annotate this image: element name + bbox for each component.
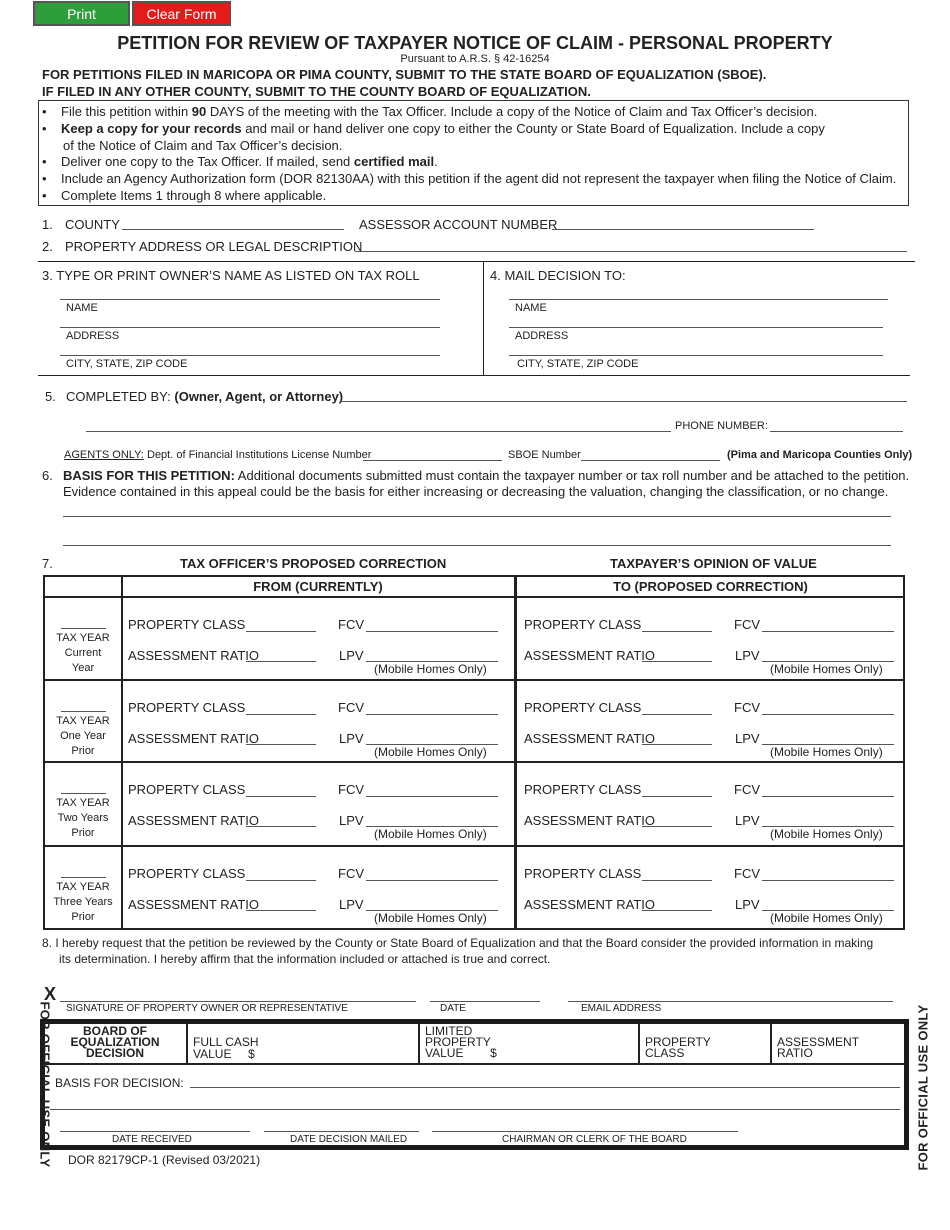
tax-year-field[interactable] [61,793,106,794]
print-button[interactable]: Print [33,1,130,26]
divider [43,596,905,598]
to-property-class-field[interactable] [642,631,712,632]
phone-label: PHONE NUMBER: [675,420,768,432]
instruction-1: • File this petition within 90 DAYS of the meeting with the Tax Officer. Include a copy of the Notice of Claim and Tax Officer’s decision. [42,104,818,119]
instruction-3: • Deliver one copy to the Tax Officer. If mailed, send certified mail. [42,154,438,169]
mail-decision-heading: 4. MAIL DECISION TO: [490,268,626,283]
from-fcv-field[interactable] [366,714,498,715]
form-title: PETITION FOR REVIEW OF TAXPAYER NOTICE OF CLAIM - PERSONAL PROPERTY [117,33,833,53]
from-fcv-label: FCV [338,866,364,881]
mail-name-field[interactable] [509,299,888,300]
from-assessment-ratio-label: ASSESSMENT RATIO [128,897,259,912]
property-address-label: PROPERTY ADDRESS OR LEGAL DESCRIPTION [65,239,363,254]
date-field[interactable] [430,1001,540,1002]
mail-name-caption: NAME [515,302,547,314]
owner-address-field[interactable] [60,327,440,328]
to-lpv-label: LPV [735,897,760,912]
from-property-class-field[interactable] [246,796,316,797]
from-property-class-field[interactable] [246,880,316,881]
license-field[interactable] [363,460,502,461]
basis-for-decision-field[interactable] [190,1087,900,1088]
instruction-4: • Include an Agency Authorization form (DOR 82130AA) with this petition if the agent did not represent the taxpayer when filing the Notice of Claim. [42,171,897,186]
sboe-field[interactable] [581,460,720,461]
form-subtitle: Pursuant to A.R.S. § 42-16254 [400,53,550,65]
divider [418,1024,420,1064]
to-fcv-field[interactable] [762,714,894,715]
account-number-field[interactable] [552,229,814,230]
tax-year-field[interactable] [61,628,106,629]
divider [43,761,905,763]
to-fcv-label: FCV [734,782,760,797]
full-cash-value-label: FULL CASH VALUE $ [193,1035,259,1061]
from-property-class-field[interactable] [246,631,316,632]
completed-by-field[interactable] [340,401,907,402]
to-assessment-ratio-field[interactable] [642,661,712,662]
to-property-class-label: PROPERTY CLASS [524,617,642,632]
to-property-class-field[interactable] [642,796,712,797]
completed-by-field-2[interactable] [86,431,671,432]
divider [121,575,123,930]
board-decision-label: BOARD OF EQUALIZATION DECISION [70,1024,160,1060]
to-assessment-ratio-field[interactable] [642,826,712,827]
basis-field-2[interactable] [63,545,891,546]
from-fcv-label: FCV [338,782,364,797]
basis-field-1[interactable] [63,516,891,517]
to-header: TO (PROPOSED CORRECTION) [613,579,808,594]
to-lpv-label: LPV [735,648,760,663]
owner-address-caption: ADDRESS [66,330,120,342]
instruction-2: • Keep a copy for your records and mail or hand deliver one copy to either the County or State Board of Equalization. Include a copy [42,121,825,136]
from-fcv-field[interactable] [366,796,498,797]
from-mobile-homes-note: (Mobile Homes Only) [374,662,487,676]
to-fcv-label: FCV [734,700,760,715]
sboe-label: SBOE Number [508,449,581,461]
from-assessment-ratio-label: ASSESSMENT RATIO [128,648,259,663]
tax-year-label: TAX YEAR Three Years Prior [53,881,113,923]
to-assessment-ratio-label: ASSESSMENT RATIO [524,897,655,912]
affirmation-text-2: its determination. I hereby affirm that the information included or attached is true and correct. [59,952,551,966]
from-mobile-homes-note: (Mobile Homes Only) [374,827,487,841]
to-fcv-field[interactable] [762,631,894,632]
item5-number: 5. [45,389,56,404]
to-lpv-label: LPV [735,731,760,746]
divider [186,1024,188,1064]
pima-note: (Pima and Maricopa Counties Only) [727,449,913,461]
from-fcv-field[interactable] [366,631,498,632]
from-fcv-label: FCV [338,700,364,715]
date-received-caption: DATE RECEIVED [112,1134,192,1145]
county-field[interactable] [122,229,344,230]
to-property-class-label: PROPERTY CLASS [524,866,642,881]
property-address-field[interactable] [355,251,907,252]
tax-year-field[interactable] [61,711,106,712]
date-mailed-caption: DATE DECISION MAILED [290,1134,408,1145]
assessment-ratio-label: ASSESSMENT RATIO [777,1035,860,1060]
instruction-5: • Complete Items 1 through 8 where applicable. [42,188,327,203]
signature-field[interactable] [60,1001,416,1002]
divider [638,1024,640,1064]
divider [43,679,905,681]
divider [43,845,905,847]
to-assessment-ratio-label: ASSESSMENT RATIO [524,731,655,746]
divider [38,375,910,376]
to-fcv-label: FCV [734,617,760,632]
item2-number: 2. [42,239,53,254]
owner-city-field[interactable] [60,355,440,356]
date-mailed-field[interactable] [264,1131,419,1132]
taxpayer-opinion-title: TAXPAYER’S OPINION OF VALUE [610,556,817,571]
from-property-class-label: PROPERTY CLASS [128,866,246,881]
divider [38,261,915,262]
from-property-class-label: PROPERTY CLASS [128,700,246,715]
property-class-label: PROPERTY CLASS [645,1035,711,1060]
signature-x: X [44,984,57,1004]
owner-name-heading: 3. TYPE OR PRINT OWNER’S NAME AS LISTED ON TAX ROLL [42,268,420,283]
from-fcv-label: FCV [338,617,364,632]
submission-line-2: IF FILED IN ANY OTHER COUNTY, SUBMIT TO THE COUNTY BOARD OF EQUALIZATION. [42,84,591,99]
from-mobile-homes-note: (Mobile Homes Only) [374,911,487,925]
from-lpv-label: LPV [339,731,364,746]
license-label: Dept. of Financial Institutions License Number [147,449,372,461]
to-mobile-homes-note: (Mobile Homes Only) [770,911,883,925]
account-number-label: ASSESSOR ACCOUNT NUMBER [359,217,558,232]
to-assessment-ratio-field[interactable] [642,744,712,745]
tax-year-field[interactable] [61,877,106,878]
from-assessment-ratio-field[interactable] [246,744,316,745]
chairman-caption: CHAIRMAN OR CLERK OF THE BOARD [502,1134,687,1145]
tax-year-label: TAX YEAR Two Years Prior [56,797,110,839]
item1-number: 1. [42,217,53,232]
tax-year-label: TAX YEAR One Year Prior [56,715,110,757]
from-lpv-label: LPV [339,897,364,912]
to-assessment-ratio-label: ASSESSMENT RATIO [524,648,655,663]
mail-city-field[interactable] [509,355,883,356]
email-field[interactable] [568,1001,893,1002]
basis-for-decision-label: BASIS FOR DECISION: [55,1076,184,1090]
submission-line-1: FOR PETITIONS FILED IN MARICOPA OR PIMA COUNTY, SUBMIT TO THE STATE BOARD OF EQUALIZATION (SBOE). [42,67,767,82]
from-property-class-label: PROPERTY CLASS [128,782,246,797]
to-mobile-homes-note: (Mobile Homes Only) [770,827,883,841]
from-assessment-ratio-label: ASSESSMENT RATIO [128,813,259,828]
to-property-class-field[interactable] [642,880,712,881]
mail-city-caption: CITY, STATE, ZIP CODE [517,358,639,370]
mail-address-caption: ADDRESS [515,330,569,342]
date-caption: DATE [440,1003,466,1014]
instruction-2-cont: of the Notice of Claim and Tax Officer’s decision. [63,138,343,153]
mail-address-field[interactable] [509,327,883,328]
agents-only-label: AGENTS ONLY: [64,449,144,461]
from-assessment-ratio-field[interactable] [246,661,316,662]
from-header: FROM (CURRENTLY) [253,579,383,594]
completed-by-label: COMPLETED BY: (Owner, Agent, or Attorney) [66,389,344,404]
item6-number: 6. [42,468,53,483]
to-fcv-field[interactable] [762,880,894,881]
phone-field[interactable] [770,431,903,432]
from-lpv-label: LPV [339,648,364,663]
form-number: DOR 82179CP-1 (Revised 03/2021) [68,1153,261,1167]
affirmation-text-1: 8. I hereby request that the petition be reviewed by the County or State Board of Equalization and that the Board consider the provided information in making [42,936,874,950]
from-assessment-ratio-field[interactable] [246,910,316,911]
divider [514,575,517,930]
from-lpv-label: LPV [339,813,364,828]
to-fcv-label: FCV [734,866,760,881]
to-mobile-homes-note: (Mobile Homes Only) [770,662,883,676]
limited-property-value-label: LIMITED PROPERTY VALUE $ [425,1024,497,1060]
county-label: COUNTY [65,217,120,232]
from-mobile-homes-note: (Mobile Homes Only) [374,745,487,759]
to-assessment-ratio-field[interactable] [642,910,712,911]
owner-city-caption: CITY, STATE, ZIP CODE [66,358,188,370]
to-lpv-label: LPV [735,813,760,828]
signature-caption: SIGNATURE OF PROPERTY OWNER OR REPRESENTATIVE [66,1003,348,1014]
to-property-class-label: PROPERTY CLASS [524,782,642,797]
basis-for-decision-field-2[interactable] [50,1109,900,1110]
to-mobile-homes-note: (Mobile Homes Only) [770,745,883,759]
to-property-class-label: PROPERTY CLASS [524,700,642,715]
from-assessment-ratio-label: ASSESSMENT RATIO [128,731,259,746]
divider [770,1024,772,1064]
owner-name-caption: NAME [66,302,98,314]
from-fcv-field[interactable] [366,880,498,881]
from-property-class-label: PROPERTY CLASS [128,617,246,632]
date-received-field[interactable] [60,1131,250,1132]
basis-heading: BASIS FOR THIS PETITION: Additional documents submitted must contain the taxpayer number or tax roll number and be attached to the petition. [63,468,910,483]
basis-text: Evidence contained in this appeal could be the basis for either increasing or decreasing the valuation, changing the classification, or no change. [63,484,889,499]
item7-number: 7. [42,556,53,571]
divider [483,262,484,375]
from-property-class-field[interactable] [246,714,316,715]
tax-year-label: TAX YEAR Current Year [56,632,110,674]
owner-name-field[interactable] [60,299,440,300]
to-assessment-ratio-label: ASSESSMENT RATIO [524,813,655,828]
official-use-vertical-right: FOR OFFICIAL USE ONLY [915,1004,931,1171]
official-use-vertical-left: FOR OFFICIAL USE ONLY [37,1001,53,1168]
chairman-field[interactable] [432,1131,738,1132]
from-assessment-ratio-field[interactable] [246,826,316,827]
to-property-class-field[interactable] [642,714,712,715]
divider [44,1063,906,1065]
clear-form-button[interactable]: Clear Form [132,1,231,26]
to-fcv-field[interactable] [762,796,894,797]
tax-officer-title: TAX OFFICER’S PROPOSED CORRECTION [180,556,447,571]
email-caption: EMAIL ADDRESS [581,1003,662,1014]
